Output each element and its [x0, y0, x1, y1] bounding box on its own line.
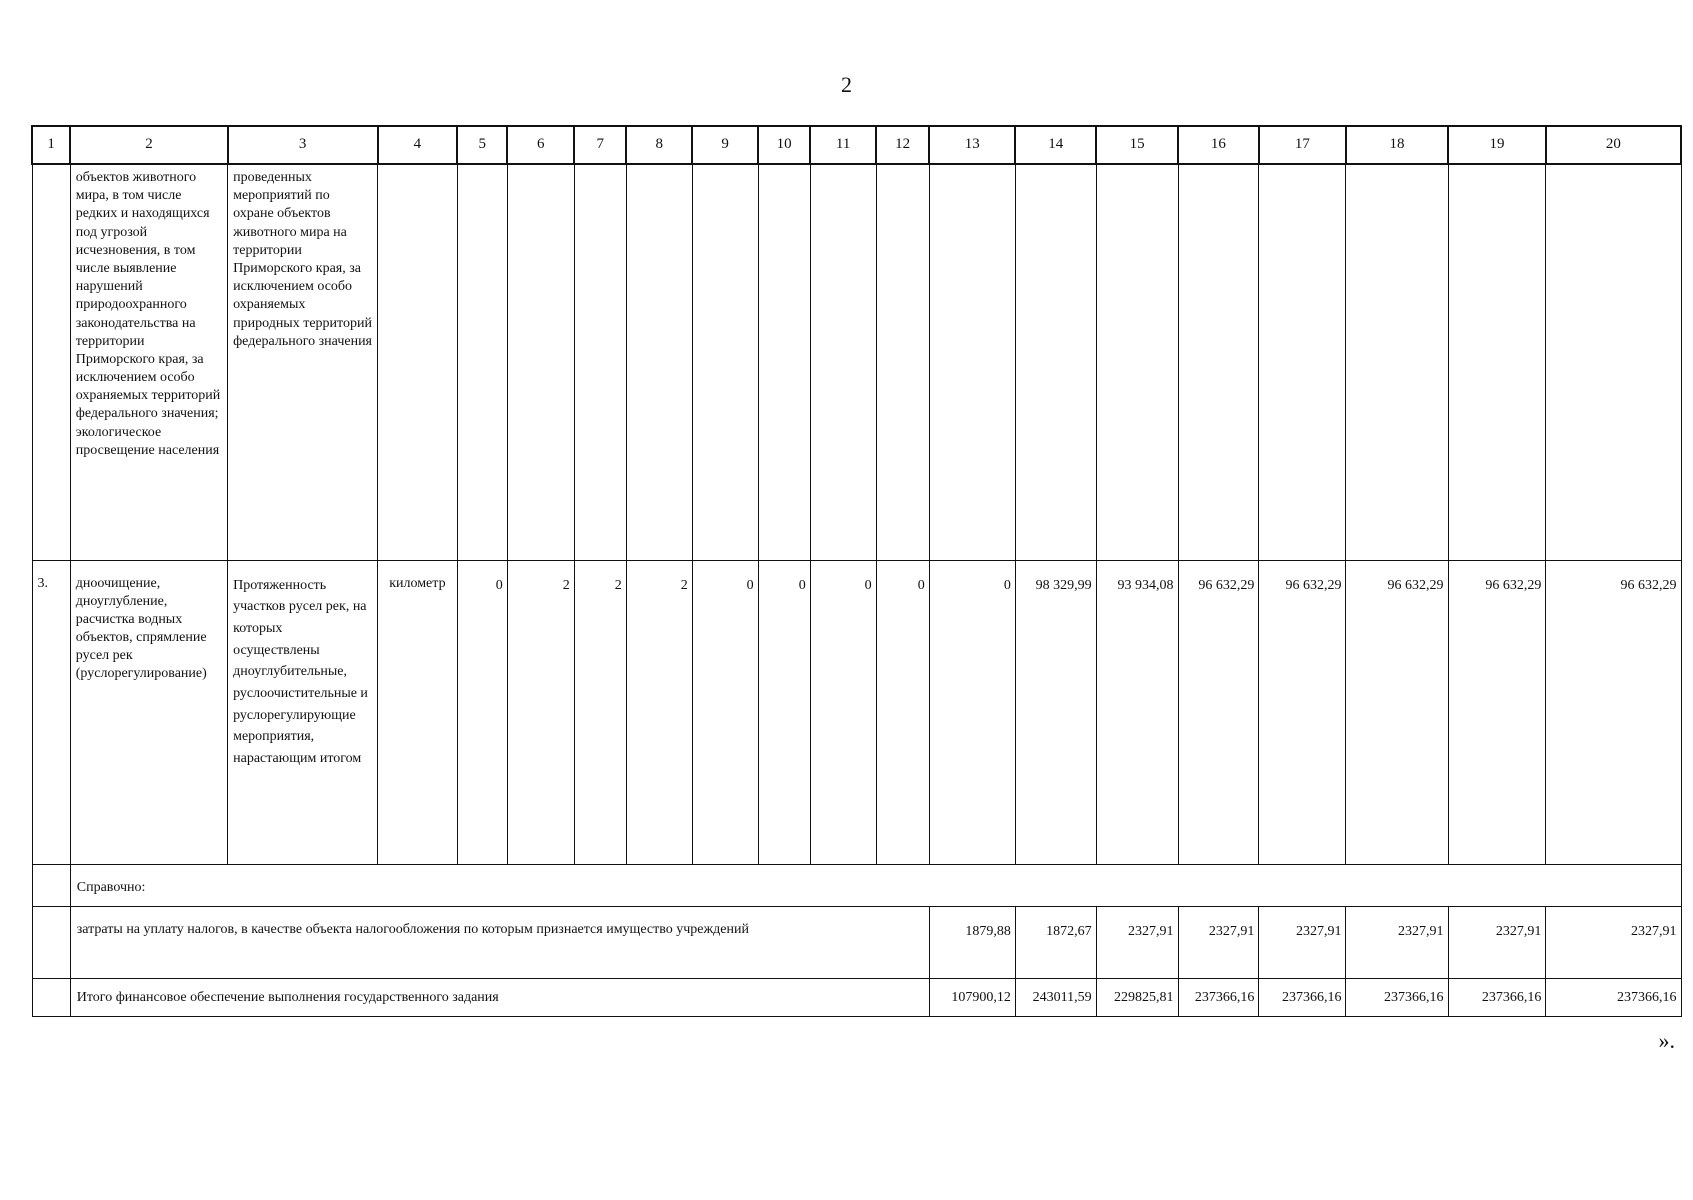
column-header: 15: [1096, 126, 1178, 164]
column-header: 9: [692, 126, 758, 164]
value-cell: 237366,16: [1259, 978, 1346, 1016]
value-cell: 2327,91: [1448, 906, 1546, 978]
value-cell: 2327,91: [1178, 906, 1259, 978]
value-cell: 237366,16: [1546, 978, 1681, 1016]
reference-label: Справочно:: [70, 864, 1681, 906]
table-cell: [758, 164, 810, 560]
table-cell: [457, 164, 507, 560]
table-cell: [70, 164, 227, 560]
taxes-label: затраты на уплату налогов, в качестве объекта налогообложения по которым признается имущество учреждений: [70, 906, 929, 978]
table-cell: [1259, 164, 1346, 560]
table-cell: [692, 164, 758, 560]
column-header: 20: [1546, 126, 1681, 164]
table-cell: [574, 164, 626, 560]
table-cell: [32, 906, 70, 978]
value-cell: 237366,16: [1346, 978, 1448, 1016]
table-cell: [32, 978, 70, 1016]
value-cell: 1872,67: [1015, 906, 1096, 978]
value-cell: 2327,91: [1346, 906, 1448, 978]
table-row-3: [32, 560, 1681, 864]
column-header: 3: [228, 126, 378, 164]
column-header: 8: [626, 126, 692, 164]
table-cell: [1178, 164, 1259, 560]
column-header: 10: [758, 126, 810, 164]
page-number: 2: [841, 72, 852, 97]
column-header: 4: [378, 126, 458, 164]
value-cell: 0: [692, 560, 758, 864]
closing-quote-mark: ».: [1658, 1028, 1675, 1053]
column-header: 18: [1346, 126, 1448, 164]
column-header: 16: [1178, 126, 1259, 164]
unit-cell: километр: [378, 560, 458, 864]
state-assignment-table: [31, 125, 1682, 1017]
value-cell: 2327,91: [1096, 906, 1178, 978]
table-cell: [32, 864, 70, 906]
column-header: 7: [574, 126, 626, 164]
column-header: 1: [32, 126, 70, 164]
value-cell: 2: [626, 560, 692, 864]
table-cell: [929, 164, 1015, 560]
service-description: объектов животного мира, в том числе редких и находящихся под угрозой исчезновения, в том числе выявление нарушений природоохранного законодательства на территории Приморского края, за исключением особо охраняемых территорий федерального значения; экологическое просвещение населения: [75, 170, 221, 458]
table-cell: [507, 164, 574, 560]
value-cell: 0: [929, 560, 1015, 864]
value-cell: 237366,16: [1178, 978, 1259, 1016]
value-cell: 2: [574, 560, 626, 864]
column-header: 14: [1015, 126, 1096, 164]
column-header: 17: [1259, 126, 1346, 164]
table-cell: [876, 164, 929, 560]
value-cell: 0: [810, 560, 876, 864]
table-row-continued: [32, 164, 1681, 560]
value-cell: 96 632,29: [1448, 560, 1546, 864]
value-cell: 96 632,29: [1259, 560, 1346, 864]
indicator-description: проведенных мероприятий по охране объектов животного мира на территории Приморского края, за исключением особо охраняемых природных территорий федерального значения: [233, 170, 372, 349]
value-cell: 107900,12: [929, 978, 1015, 1016]
column-header: 19: [1448, 126, 1546, 164]
table-cell: [1448, 164, 1546, 560]
column-header: 2: [70, 126, 227, 164]
value-cell: 96 632,29: [1546, 560, 1681, 864]
total-label: Итого финансовое обеспечение выполнения государственного задания: [70, 978, 929, 1016]
value-cell: 93 934,08: [1096, 560, 1178, 864]
column-header: 12: [876, 126, 929, 164]
value-cell: 1879,88: [929, 906, 1015, 978]
table-cell: [1346, 164, 1448, 560]
value-cell: 243011,59: [1015, 978, 1096, 1016]
table-cell: [228, 164, 378, 560]
total-row: [32, 978, 1681, 1016]
value-cell: 98 329,99: [1015, 560, 1096, 864]
column-header: 13: [929, 126, 1015, 164]
value-cell: 0: [758, 560, 810, 864]
table-cell: [32, 164, 70, 560]
row-number: 3.: [32, 560, 70, 864]
value-cell: 96 632,29: [1178, 560, 1259, 864]
column-header: 11: [810, 126, 876, 164]
value-cell: 0: [876, 560, 929, 864]
value-cell: 0: [457, 560, 507, 864]
table-cell: [1546, 164, 1681, 560]
indicator-description: Протяженность участков русел рек, на которых осуществлены дноуглубительные, руслоочистительные и руслорегулирующие мероприятия, нарастающим итогом: [228, 560, 378, 864]
table-cell: [1096, 164, 1178, 560]
table-cell: [1015, 164, 1096, 560]
column-number-row: [32, 126, 1681, 164]
value-cell: 237366,16: [1448, 978, 1546, 1016]
column-header: 6: [507, 126, 574, 164]
value-cell: 2327,91: [1546, 906, 1681, 978]
service-description: дноочищение, дноуглубление, расчистка водных объектов, спрямление русел рек (руслорегулирование): [70, 560, 227, 864]
value-cell: 96 632,29: [1346, 560, 1448, 864]
reference-row: [32, 864, 1681, 906]
taxes-row: [32, 906, 1681, 978]
value-cell: 2: [507, 560, 574, 864]
column-header: 5: [457, 126, 507, 164]
value-cell: 2327,91: [1259, 906, 1346, 978]
value-cell: 229825,81: [1096, 978, 1178, 1016]
table-cell: [810, 164, 876, 560]
table-cell: [626, 164, 692, 560]
table-cell: [378, 164, 458, 560]
